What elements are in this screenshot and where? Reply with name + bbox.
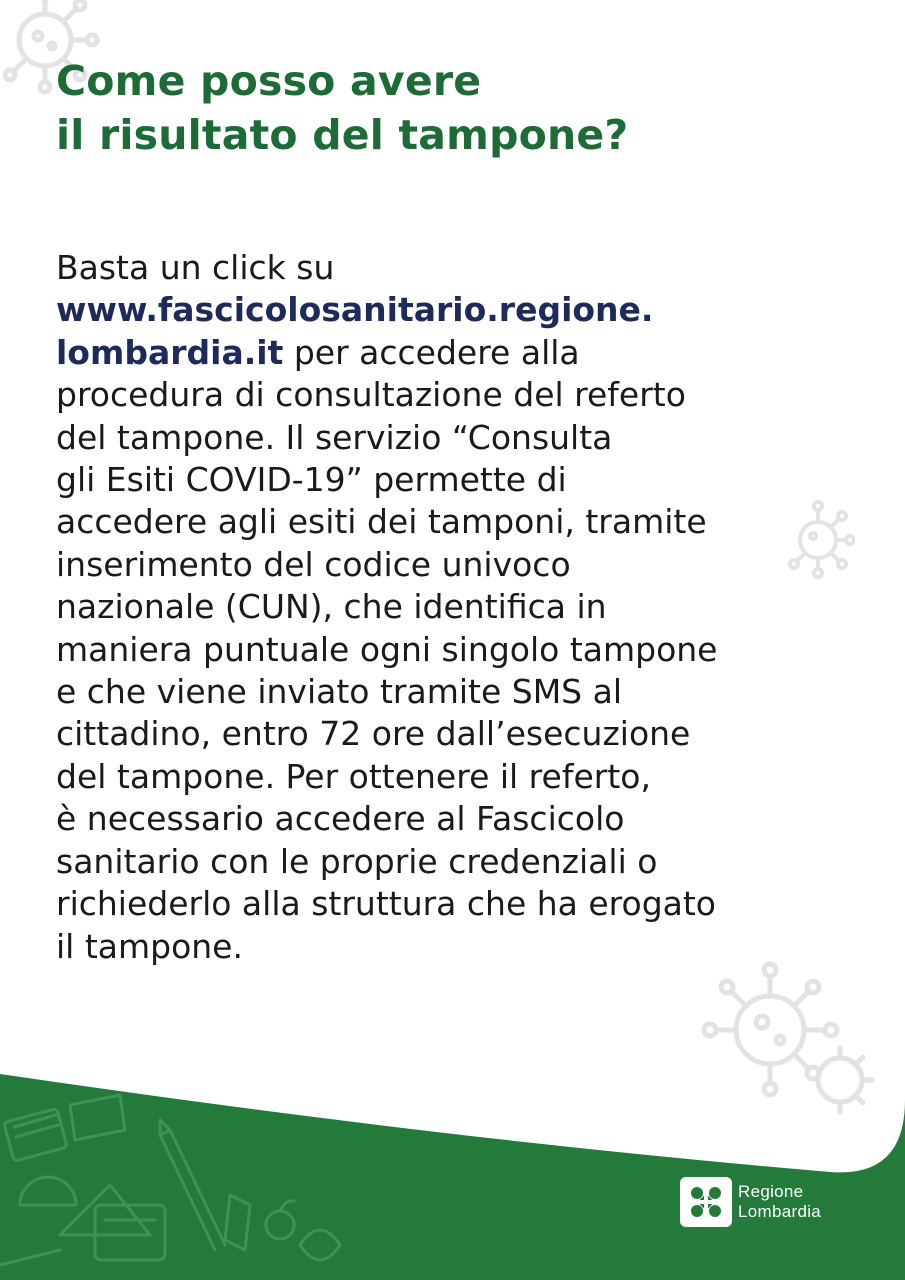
body-line: è necessario accedere al Fascicolo [56,799,625,839]
regione-lombardia-logo-icon [680,1177,732,1227]
body-line: accedere agli esiti dei tamponi, tramite [56,502,707,542]
fascicolo-link-part-2[interactable]: lombardia.it [56,332,284,372]
body-line: gli Esiti COVID-19” permette di [56,460,567,500]
body-line: cittadino, entro 72 ore dall’esecuzione [56,714,691,754]
body-line: sanitario con le proprie credenziali o [56,841,658,881]
body-line: e che viene inviato tramite SMS al [56,672,622,712]
page-title [56,54,856,162]
school-supplies-doodle-icon [0,1075,420,1280]
body-line: del tampone. Il servizio “Consulta [56,417,613,457]
body-line: inserimento del codice univoco [56,544,571,584]
body-line: richiederlo alla struttura che ha erogato [56,884,716,924]
title-line-2: il risultato del tampone? [56,111,629,159]
body-line: del tampone. Per ottenere il referto, [56,756,651,796]
regione-lombardia-logo [680,1177,821,1227]
logo-text [738,1182,821,1222]
body-line: il tampone. [56,926,243,966]
body-line: Basta un click su [56,248,335,287]
logo-text-line-2: Lombardia [738,1202,822,1221]
body-paragraph [56,247,876,968]
body-text-fragment: per accedere alla [283,332,580,372]
body-line: nazionale (CUN), che identifica in [56,587,607,627]
title-line-1: Come posso avere [56,57,482,105]
body-line: maniera puntuale ogni singolo tampone [56,629,718,669]
body-line: procedura di consultazione del referto [56,375,686,415]
body-line [56,332,876,374]
body-line [56,289,876,331]
logo-text-line-1: Regione [738,1182,804,1201]
fascicolo-link-part-1[interactable]: www.fascicolosanitario.regione. [56,290,654,330]
